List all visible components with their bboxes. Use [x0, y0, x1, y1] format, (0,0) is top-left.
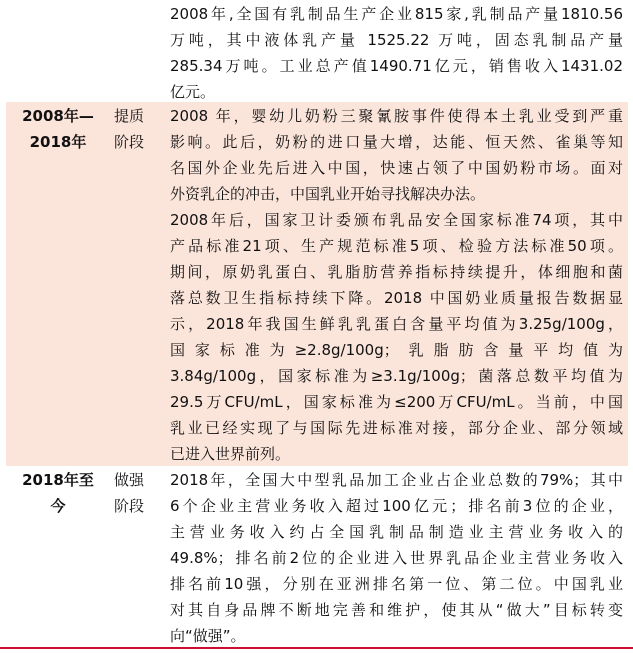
stage-text: 提质	[114, 107, 145, 125]
row-2008-2018	[6, 102, 628, 466]
paragraph	[170, 103, 623, 207]
text-line: 6个企业主营业务收入超过100亿元；排名前3位的企业，	[170, 497, 623, 515]
description-cell	[170, 467, 623, 649]
period-text: 2008年—	[22, 107, 94, 125]
period-text: 今	[50, 497, 66, 515]
text-line: 2008年后，国家卫计委颁布乳品安全国家标准74项，其中	[170, 211, 623, 229]
row-2000-2008	[6, 0, 628, 100]
period-text: 2018年至	[22, 471, 94, 489]
text-line: 外资乳企的冲击，中国乳业开始寻找解决办法。	[170, 185, 486, 203]
text-line: 2008年,全国有乳制品生产企业815家,乳制品产量1810.56	[170, 5, 623, 23]
text-line: 期间，原奶乳蛋白、乳脂肪营养指标持续提升，体细胞和菌	[170, 263, 623, 281]
text-line: 3.84g/100g，国家标准为≥3.1g/100g；菌落总数平均值为	[170, 367, 623, 385]
text-line: 29.5万CFU/mL，国家标准为≤200万CFU/mL。当前，中国	[170, 393, 623, 411]
text-line: 对其自身品牌不断地完善和维护，使其从“做大”目标转变	[170, 601, 623, 619]
period-cell	[6, 467, 110, 519]
text-line: 产品标准21项、生产规范标准5项、检验方法标准50项。	[170, 237, 623, 255]
row-2018-present	[6, 466, 628, 647]
stage-text: 阶段	[114, 497, 145, 515]
paragraph	[170, 1, 623, 105]
text-line: 向“做强”。	[170, 627, 246, 645]
paragraph	[170, 207, 623, 467]
text-line: 排名前10强，分别在亚洲排名第一位、第二位。中国乳业	[170, 575, 623, 593]
stage-text: 做强	[114, 471, 145, 489]
text-line: 285.34万吨。工业总产值1490.71亿元，销售收入1431.02	[170, 57, 623, 75]
text-line: 已进入世界前列。	[170, 445, 291, 463]
description-cell	[170, 1, 623, 105]
text-line: 影响。此后，奶粉的进口量大增，达能、恒天然、雀巢等知	[170, 133, 623, 151]
stage-text: 阶段	[114, 133, 145, 151]
description-cell	[170, 103, 623, 467]
stage-cell	[114, 103, 154, 155]
text-line: 示，2018年我国生鲜乳乳蛋白含量平均值为3.25g/100g，	[170, 315, 623, 333]
text-line: 万吨，其中液体乳产量 1525.22 万吨，固态乳制品产量	[170, 31, 623, 49]
stage-cell	[114, 467, 154, 519]
text-line: 乳业已经实现了与国际先进标准对接，部分企业、部分领域	[170, 419, 623, 437]
text-line: 49.8%；排名前2位的企业进入世界乳品企业主营业务收入	[170, 549, 623, 567]
text-line: 主营业务收入约占全国乳制品制造业主营业务收入的	[170, 523, 623, 541]
table-bottom-rule	[0, 647, 633, 649]
text-line: 2008 年，婴幼儿奶粉三聚氰胺事件使得本土乳业受到严重	[170, 107, 623, 125]
paragraph	[170, 467, 623, 649]
text-line: 落总数卫生指标持续下降。2018 中国奶业质量报告数据显	[170, 289, 623, 307]
period-text: 2018年	[29, 133, 87, 151]
text-line: 名国外企业先后进入中国，快速占领了中国奶粉市场。面对	[170, 159, 623, 177]
text-line: 亿元。	[170, 83, 216, 101]
period-cell	[6, 103, 110, 155]
text-line: 2018年，全国大中型乳品加工企业占企业总数的79%；其中	[170, 471, 623, 489]
text-line: 国家标准为≥2.8g/100g；乳脂肪含量平均值为	[170, 341, 623, 359]
